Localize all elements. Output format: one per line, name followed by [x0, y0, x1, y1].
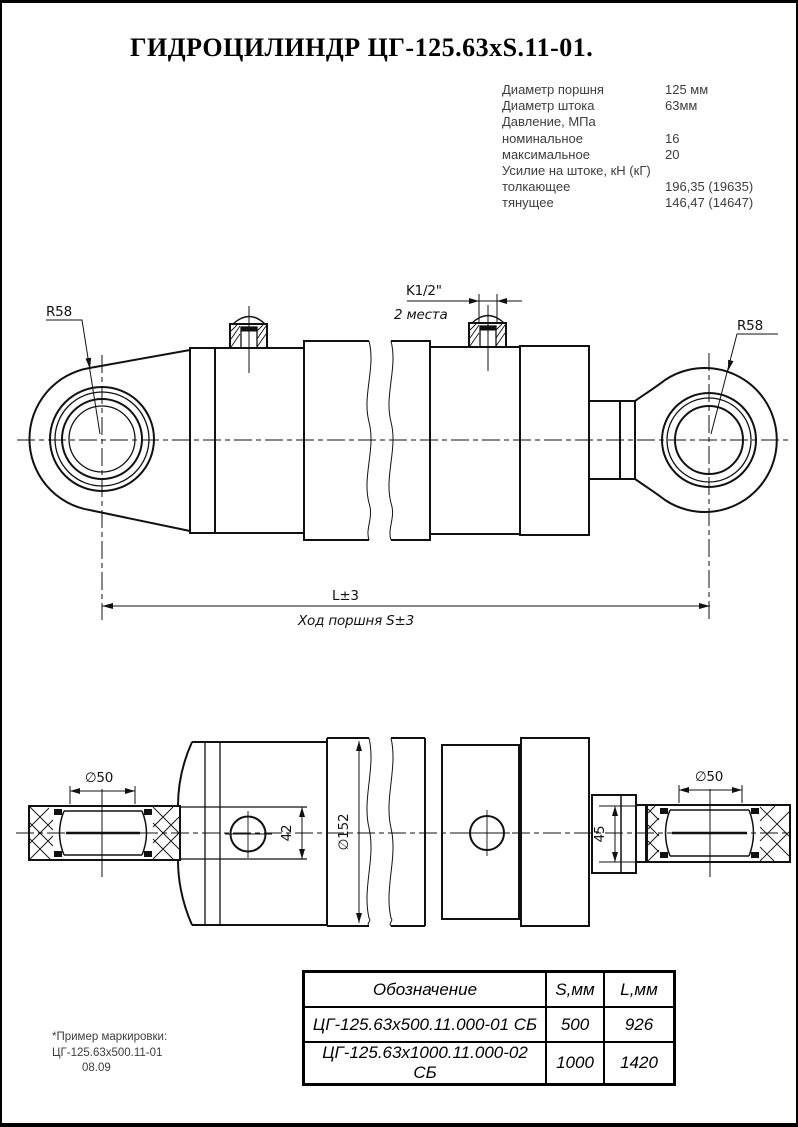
cell-designation: ЦГ-125.63х1000.11.000-02 СБ	[304, 1042, 547, 1085]
col-header-designation: Обозначение	[304, 972, 547, 1008]
spec-label: тянущее	[502, 195, 554, 211]
barrel-od-label: ∅152	[336, 813, 352, 851]
port-places-label: 2 места	[394, 307, 448, 323]
spec-label: Давление, МПа	[502, 114, 596, 130]
cell-length: 1420	[604, 1042, 675, 1085]
pin-bore-label: ∅50	[84, 770, 114, 786]
rear-block	[442, 745, 519, 919]
technical-drawing	[2, 3, 798, 1127]
spec-value: 63мм	[665, 98, 698, 114]
dimension-port-thread	[394, 283, 522, 323]
spec-value: 146,47 (14647)	[665, 195, 754, 211]
r58-label: R58	[737, 318, 763, 334]
cell-stroke: 500	[546, 1007, 604, 1042]
gland-block	[521, 738, 589, 926]
side-view	[16, 738, 790, 926]
variants-table	[302, 970, 676, 1086]
note-line: ЦГ-125.63х500.11-01	[52, 1046, 163, 1059]
spec-value: 20	[665, 146, 680, 162]
length-label: L±3	[332, 588, 359, 604]
main-view	[17, 283, 788, 629]
col-header-stroke: S,мм	[546, 972, 604, 1008]
dimension-r58-left	[46, 304, 100, 434]
spec-label: Диаметр штока	[502, 98, 595, 114]
dimension-rod-neck	[592, 806, 636, 862]
spec-value: 16	[665, 130, 680, 146]
port-thread-label: K1/2"	[406, 283, 442, 299]
r58-label: R58	[46, 304, 72, 320]
spec-label: Усилие на штоке, кН (кГ)	[502, 163, 651, 179]
port-boss-2	[469, 305, 506, 371]
pin-bore-label: ∅50	[694, 769, 724, 785]
table-row	[304, 1007, 675, 1042]
col-header-length: L,мм	[604, 972, 675, 1008]
note-line: *Пример маркировки:	[52, 1031, 168, 1043]
note-line: 08.09	[82, 1062, 111, 1074]
table-row	[304, 1042, 675, 1085]
stroke-label: Ход поршня S±3	[298, 613, 415, 629]
rod-neck-label: 45	[592, 825, 608, 843]
spec-label: номинальное	[502, 130, 584, 146]
head-boss-label: 42	[279, 824, 295, 842]
dimension-length	[102, 588, 710, 629]
cell-designation: ЦГ-125.63х500.11.000-01 СБ	[304, 1007, 547, 1042]
dimension-barrel-od	[336, 741, 362, 923]
marking-note	[52, 1030, 167, 1077]
cell-stroke: 1000	[546, 1042, 604, 1085]
table-header-row	[304, 972, 675, 1008]
spec-label: Диаметр поршня	[502, 82, 604, 97]
cell-length: 926	[604, 1007, 675, 1042]
port-boss-1	[230, 306, 267, 373]
spec-label: толкающее	[502, 179, 571, 195]
drawing-title: ГИДРОЦИЛИНДР ЦГ-125.63хS.11-01.	[130, 33, 594, 62]
spec-label: максимальное	[502, 146, 590, 162]
spec-value: 196,35 (19635)	[665, 179, 754, 195]
spec-value: 125 мм	[665, 82, 709, 97]
